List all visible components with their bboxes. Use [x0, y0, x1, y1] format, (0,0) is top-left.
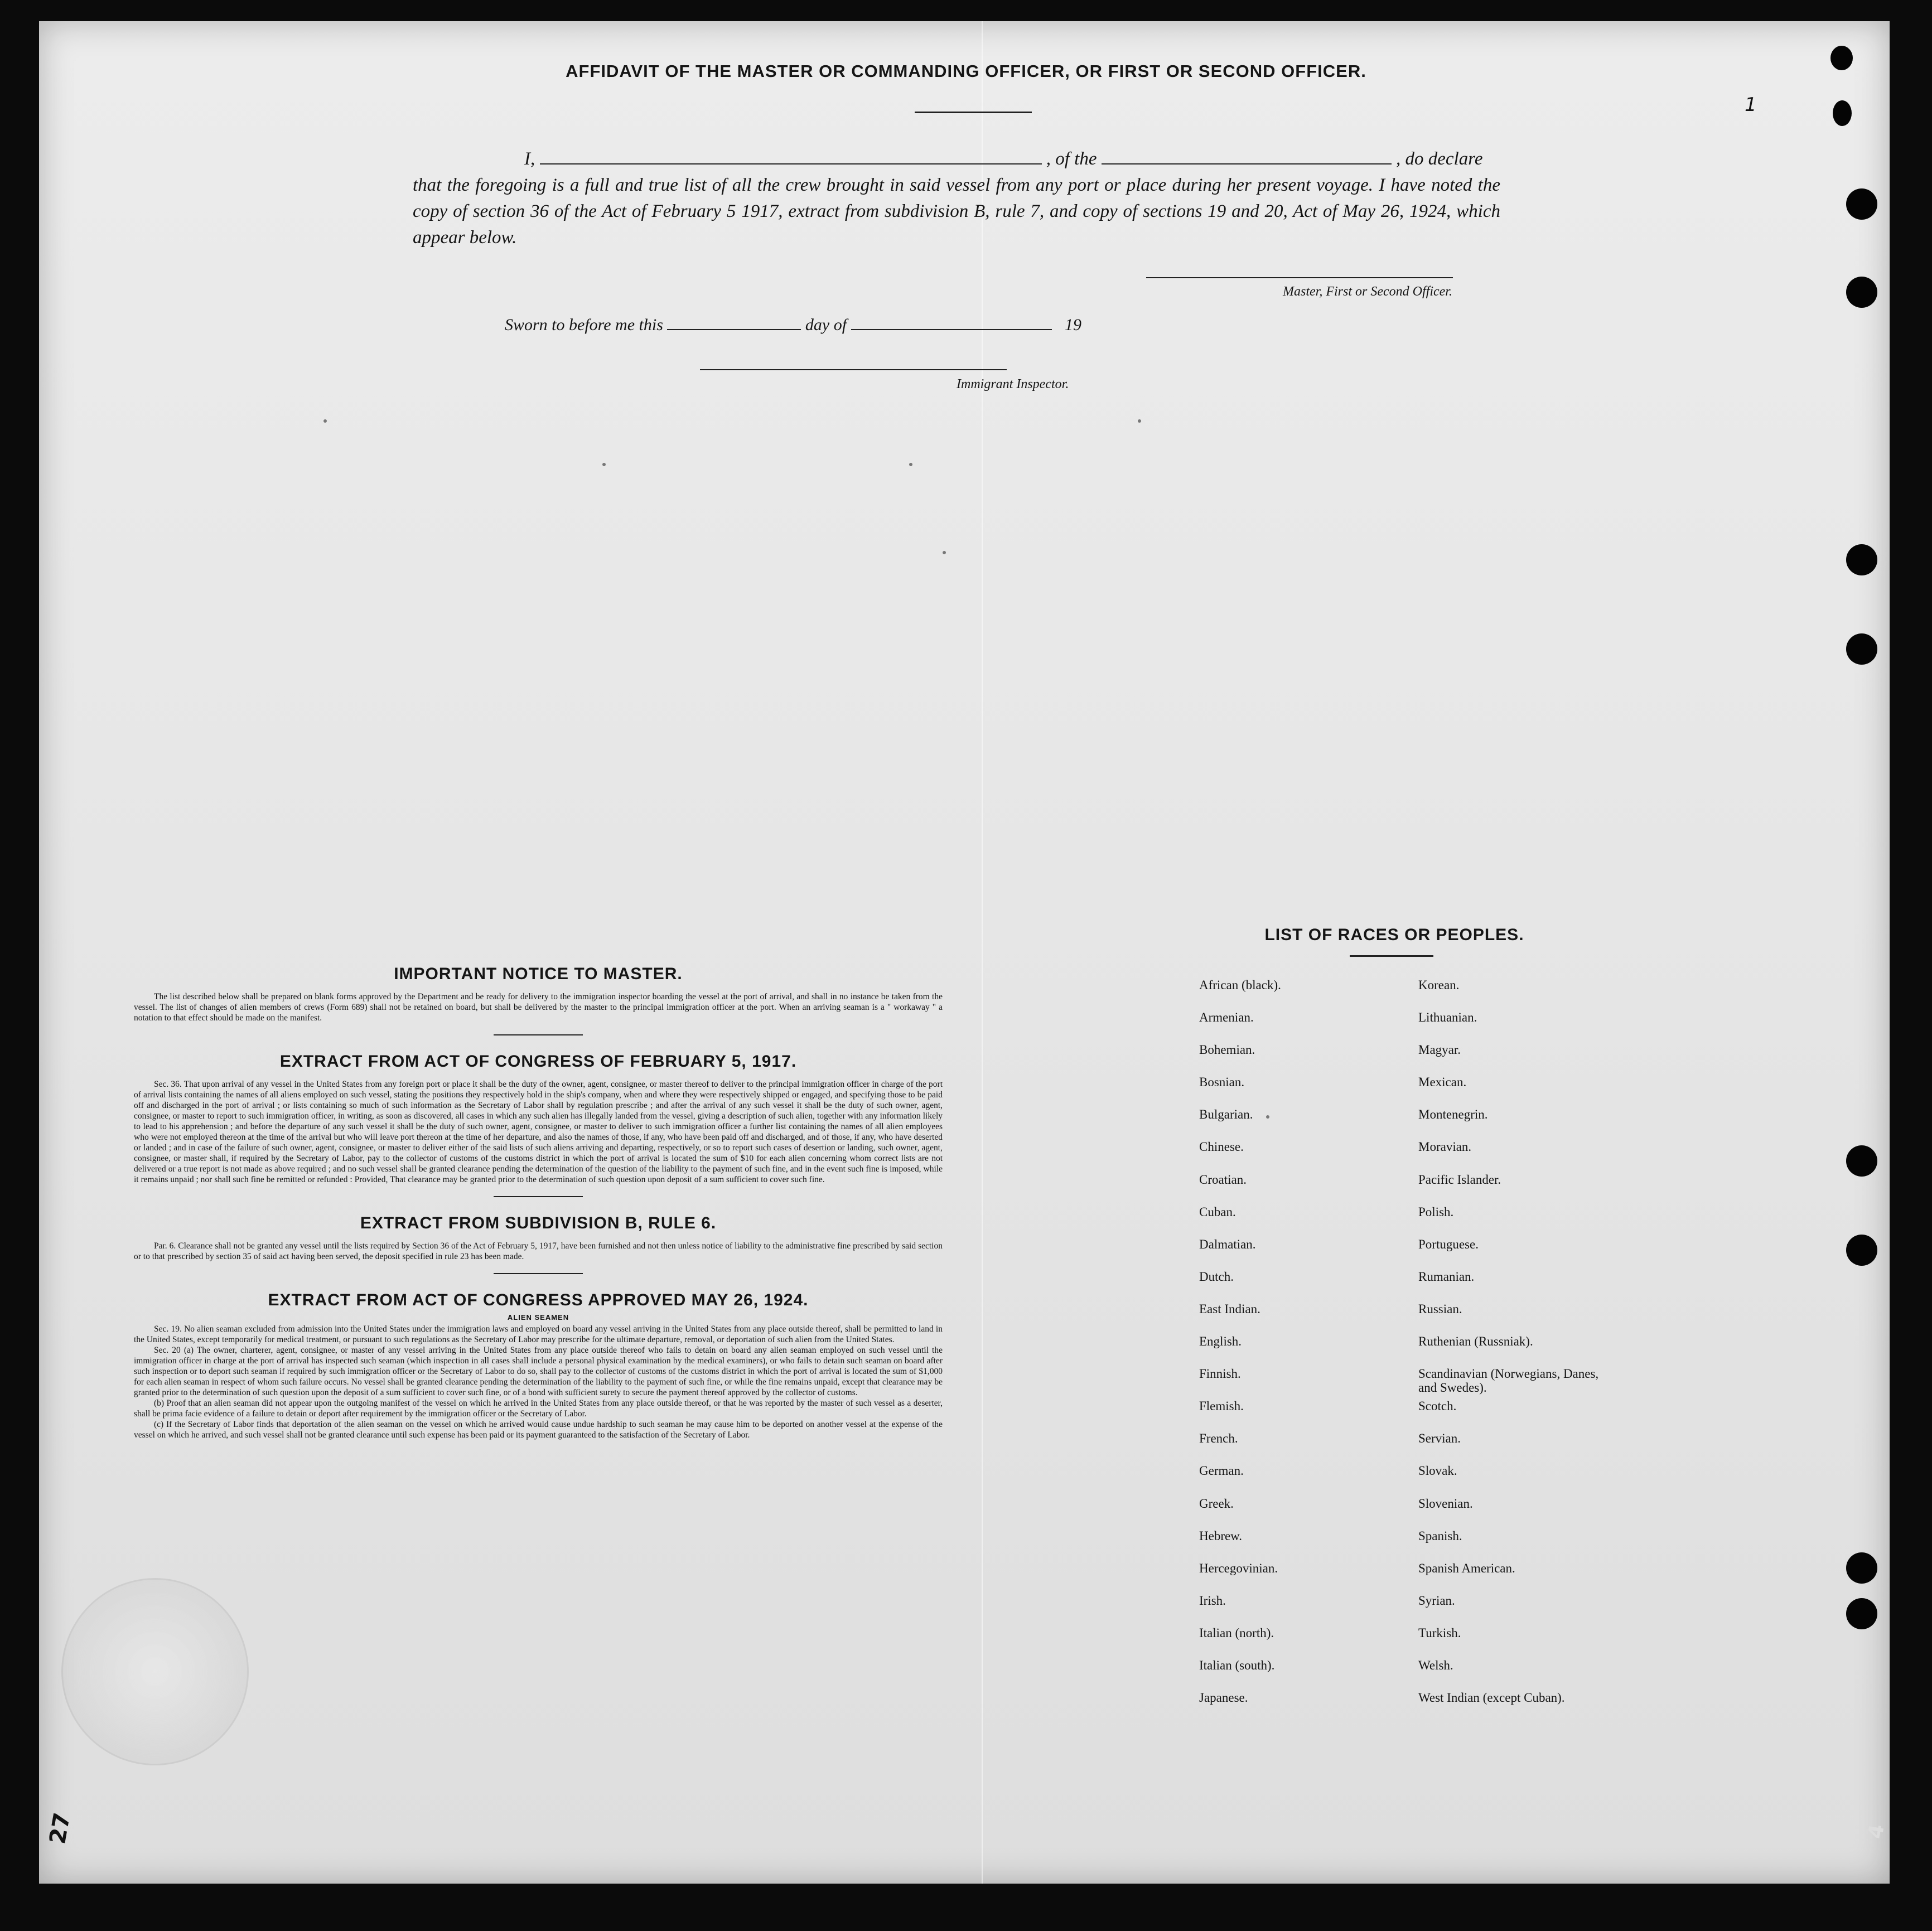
races-title: LIST OF RACES OR PEOPLES. — [1264, 926, 1524, 944]
vessel-field[interactable] — [1102, 148, 1392, 164]
extract-1917-text: Sec. 36. That upon arrival of any vessel in the United States from any foreign port or place it shall be the duty of the owner, agent, consignee, or master thereof to deliver to the principal immigration officer in charge of the port of arrival lists containing the names of all aliens employed on such vessel, stating the positions they respectively hold in the ship's company, when and where they were respectively shipped or engaged, and specifying those to be paid off and discharged in the port of arrival ; or lists containing so much of such information as the Secretary of Labor shall by regulation prescribe ; and after the arrival of any such vessel it shall be the duty of such owner, agent, consignee, or master to report to such immigration officer, in writing, as soon as discovered, all cases in which any such alien has illegally landed from the vessel, giving a description of such alien, together with any information likely to lead to his apprehension ; and before the departure of any such vessel it shall be the duty of such owner, agent, consignee, or master to deliver to such immigration officer a further list containing the names of all alien employees who were not employed thereon at the time of the arrival but who will leave port thereon at the time of her departure, and also the names of those, if any, who have been paid off and discharged, and of those, if any, who have deserted or landed ; and in case of the failure of such owner, agent, consignee, or master to deliver either of the said lists of such aliens arriving and departing, respectively, or so to report such cases of desertion or landing, such owner, agent, consignee, or master shall, if required by the Secretary of Labor, pay to the collector of customs of the customs district in which the port of arrival is located the sum of $10 for each alien concerning whom correct lists are not delivered or a true report is not made as above required ; and no such vessel shall be granted clearance pending the determination of the question of the liability to the payment of such fine, and in the event such fine is imposed, while it remains unpaid ; nor shall such fine be remitted or refunded : Provided, That clearance may be granted prior to the determination of such question upon deposit of a sum sufficient to cover such fine. — [134, 1080, 943, 1184]
bleed-through-mark — [1138, 419, 1141, 423]
punch-hole — [1846, 277, 1877, 308]
master-signature-line[interactable] — [1146, 277, 1453, 278]
race-item: Servian. — [1418, 1431, 1461, 1446]
race-item: Japanese. — [1199, 1691, 1248, 1705]
race-item: Finnish. — [1199, 1367, 1241, 1381]
race-item: Scandinavian (Norwegians, Danes, and Swedes). — [1418, 1367, 1599, 1395]
race-item: Cuban. — [1199, 1204, 1236, 1219]
races-column-2 — [1418, 978, 1602, 1723]
day-of-label: day of — [805, 316, 847, 334]
punch-hole — [1846, 544, 1877, 575]
races-title-rule — [1350, 955, 1433, 957]
race-item: Korean. — [1418, 978, 1460, 992]
race-item: Russian. — [1418, 1301, 1462, 1316]
page-number: 1 — [1745, 94, 1757, 116]
extract-1917-title: EXTRACT FROM ACT OF CONGRESS OF FEBRUARY 5, 1917. — [279, 1052, 797, 1071]
declaration-text: that the foregoing is a full and true list of all the crew brought in said vessel from any port or place during her present voyage. I have noted the copy of section 36 of the Act of February 5 1917, extract from subdivision B, rule 7, and copy of sections 19 and 20, Act of May 26, 1924, which appear below. — [413, 175, 1500, 248]
race-item: French. — [1199, 1431, 1238, 1446]
race-item: Scotch. — [1418, 1399, 1457, 1414]
race-item: Irish. — [1199, 1593, 1226, 1608]
inspector-caption: Immigrant Inspector. — [957, 377, 1069, 391]
margin-number-left: 27 — [45, 1811, 76, 1846]
declaration-first-line — [413, 146, 1500, 172]
affidavit-declaration — [413, 146, 1500, 251]
extract-1924-subtitle: ALIEN SEAMEN — [507, 1313, 569, 1322]
race-item: Spanish. — [1418, 1528, 1462, 1543]
race-item: Hercegovinian. — [1199, 1561, 1278, 1575]
race-item: Slovak. — [1418, 1464, 1457, 1478]
extract-1924-paragraph: Sec. 20 (a) The owner, charterer, agent, consignee, or master of any vessel arriving in the United States from any place outside thereof who fails to detain on board any alien seaman employed on such vessel until the immigration officer in charge at the port of arrival has inspected such seaman (which inspection in all cases shall include a personal physical examination by the medical examiners), or who fails to detain such seaman on board after such inspection or to deport such seaman if required by such immigration officer or the Secretary of Labor to do so, shall pay to the collector of customs of the customs district in which the port of arrival is located the sum of $1,000 for each alien seaman in respect of whom such failure occurs. No vessel shall be granted clearance pending the determination of the liability to the payment of such fine, or while the fine remains unpaid, except that clearance may be granted prior to the determination of such question upon the deposit of a sum sufficient to cover such fine, or of a bond with sufficient surety to secure the payment thereof approved by the collector of customs. — [134, 1346, 943, 1397]
race-item: Bulgarian. — [1199, 1107, 1253, 1122]
race-item: Moravian. — [1418, 1140, 1472, 1154]
extract-rule6-title: EXTRACT FROM SUBDIVISION B, RULE 6. — [360, 1214, 717, 1232]
race-item: German. — [1199, 1464, 1244, 1478]
title-rule — [915, 112, 1032, 113]
race-item: Dalmatian. — [1199, 1237, 1256, 1251]
embossed-seal — [61, 1578, 249, 1765]
race-item: Polish. — [1418, 1204, 1454, 1219]
race-item: Syrian. — [1418, 1593, 1455, 1608]
race-item: Italian (north). — [1199, 1625, 1274, 1640]
extract-1917-body — [134, 1079, 943, 1185]
inspector-signature-line[interactable] — [700, 369, 1007, 370]
race-item: West Indian (except Cuban). — [1418, 1691, 1565, 1705]
bleed-through-mark — [323, 419, 327, 423]
race-item: Mexican. — [1418, 1075, 1467, 1090]
bleed-through-mark — [909, 463, 912, 466]
notice-body — [134, 991, 943, 1023]
race-item: Italian (south). — [1199, 1658, 1275, 1672]
race-item: Flemish. — [1199, 1399, 1244, 1414]
notice-title: IMPORTANT NOTICE TO MASTER. — [394, 965, 683, 983]
notice-text: The list described below shall be prepared on blank forms approved by the Department and be ready for delivery to the immigration inspector boarding the vessel at the port of arrival, and shall in no instance be taken from the vessel. The list of changes of alien members of crews (Form 689) shall not be retained on board, but shall be delivered by the master to the principal immigration officer at the port. When an arriving seaman is a " workaway " a notation to that effect should be made on the manifest. — [134, 992, 943, 1023]
section-divider — [494, 1196, 583, 1197]
race-item: Rumanian. — [1418, 1269, 1475, 1284]
bleed-through-mark — [943, 551, 946, 554]
punch-hole — [1846, 1598, 1877, 1629]
bleed-through-mark — [602, 463, 606, 466]
document-page — [39, 21, 1890, 1884]
of-the-label: , of the — [1046, 149, 1097, 169]
do-declare-label: , do declare — [1395, 149, 1483, 169]
race-item: English. — [1199, 1334, 1242, 1349]
race-item: Dutch. — [1199, 1269, 1234, 1284]
sworn-month-field[interactable] — [851, 317, 1052, 330]
race-item: Magyar. — [1418, 1043, 1461, 1057]
extract-1924-paragraph: Sec. 19. No alien seaman excluded from admission into the United States under the immigration laws and employed on board any vessel arriving in the United States from any place outside thereof, shall be permitted to land in the United States, except temporarily for medical treatment, or pursuant to such regulations as the Secretary of Labor may prescribe for the ultimate departure, removal, or deportation of such alien from the United States. — [134, 1324, 943, 1344]
race-item: Greek. — [1199, 1496, 1234, 1511]
race-item: Welsh. — [1418, 1658, 1453, 1672]
punch-hole — [1846, 1145, 1877, 1177]
extract-rule6-body — [134, 1241, 943, 1262]
races-column-1 — [1199, 978, 1433, 1723]
race-item: Lithuanian. — [1418, 1010, 1477, 1025]
year-prefix: 19 — [1065, 316, 1082, 334]
race-item: Bohemian. — [1199, 1043, 1255, 1057]
punch-hole — [1846, 1552, 1877, 1584]
race-item: East Indian. — [1199, 1301, 1260, 1316]
race-item: Ruthenian (Russniak). — [1418, 1334, 1533, 1349]
race-item: Chinese. — [1199, 1140, 1244, 1154]
extract-1924-paragraph: (b) Proof that an alien seaman did not appear upon the outgoing manifest of the vessel on which he arrived in the United States from any place outside thereof, or that he was reported by the master of such vessel as a deserter, shall be prima facie evidence of a failure to detain or deport after requirement by the immigration officer or the Secretary of Labor. — [134, 1398, 943, 1419]
race-item: Armenian. — [1199, 1010, 1254, 1025]
race-item: Montenegrin. — [1418, 1107, 1488, 1122]
master-signature-caption: Master, First or Second Officer. — [1283, 284, 1452, 299]
race-item: African (black). — [1199, 978, 1281, 992]
section-divider — [494, 1273, 583, 1274]
punch-hole — [1846, 1235, 1877, 1266]
affidavit-title: AFFIDAVIT OF THE MASTER OR COMMANDING OFFICER, OR FIRST OR SECOND OFFICER. — [566, 61, 1366, 81]
sworn-line — [505, 316, 1081, 335]
i-label: I, — [524, 149, 535, 169]
punch-hole — [1846, 633, 1877, 665]
important-notice — [134, 965, 943, 1440]
extract-rule6-text: Par. 6. Clearance shall not be granted any vessel until the lists required by Section 36 of the Act of February 5, 1917, have been furnished and not then unless notice of liability to the administrative fine prescribed by said section or to that prescribed by section 35 of said act having been served, the deposit specified in rule 23 has been made. — [134, 1241, 943, 1261]
section-divider — [494, 1034, 583, 1035]
sworn-day-field[interactable] — [667, 317, 801, 330]
race-item: Pacific Islander. — [1418, 1172, 1501, 1187]
extract-1924-title: EXTRACT FROM ACT OF CONGRESS APPROVED MAY 26, 1924. — [268, 1291, 809, 1309]
name-field[interactable] — [540, 148, 1042, 164]
page-fold — [982, 21, 983, 1884]
extract-1924-body — [134, 1324, 943, 1440]
sworn-prefix: Sworn to before me this — [505, 316, 663, 334]
race-item: Croatian. — [1199, 1172, 1247, 1187]
race-item: Bosnian. — [1199, 1075, 1245, 1090]
race-item: Portuguese. — [1418, 1237, 1479, 1251]
race-item: Spanish American. — [1418, 1561, 1515, 1575]
margin-number-right: 4 — [1864, 1822, 1889, 1841]
race-item: Turkish. — [1418, 1625, 1461, 1640]
race-item: Slovenian. — [1418, 1496, 1473, 1511]
race-item: Hebrew. — [1199, 1528, 1243, 1543]
extract-1924-paragraph: (c) If the Secretary of Labor finds that deportation of the alien seaman on the vessel on which he arrived would cause undue hardship to such seaman he may cause him to be deported on another vessel at the expense of the vessel on which he arrived, and such vessel shall not be granted clearance until such expense has been paid or its payment guaranteed to the satisfaction of the Secretary of Labor. — [134, 1420, 943, 1440]
punch-hole — [1833, 100, 1852, 126]
punch-hole — [1846, 188, 1877, 220]
